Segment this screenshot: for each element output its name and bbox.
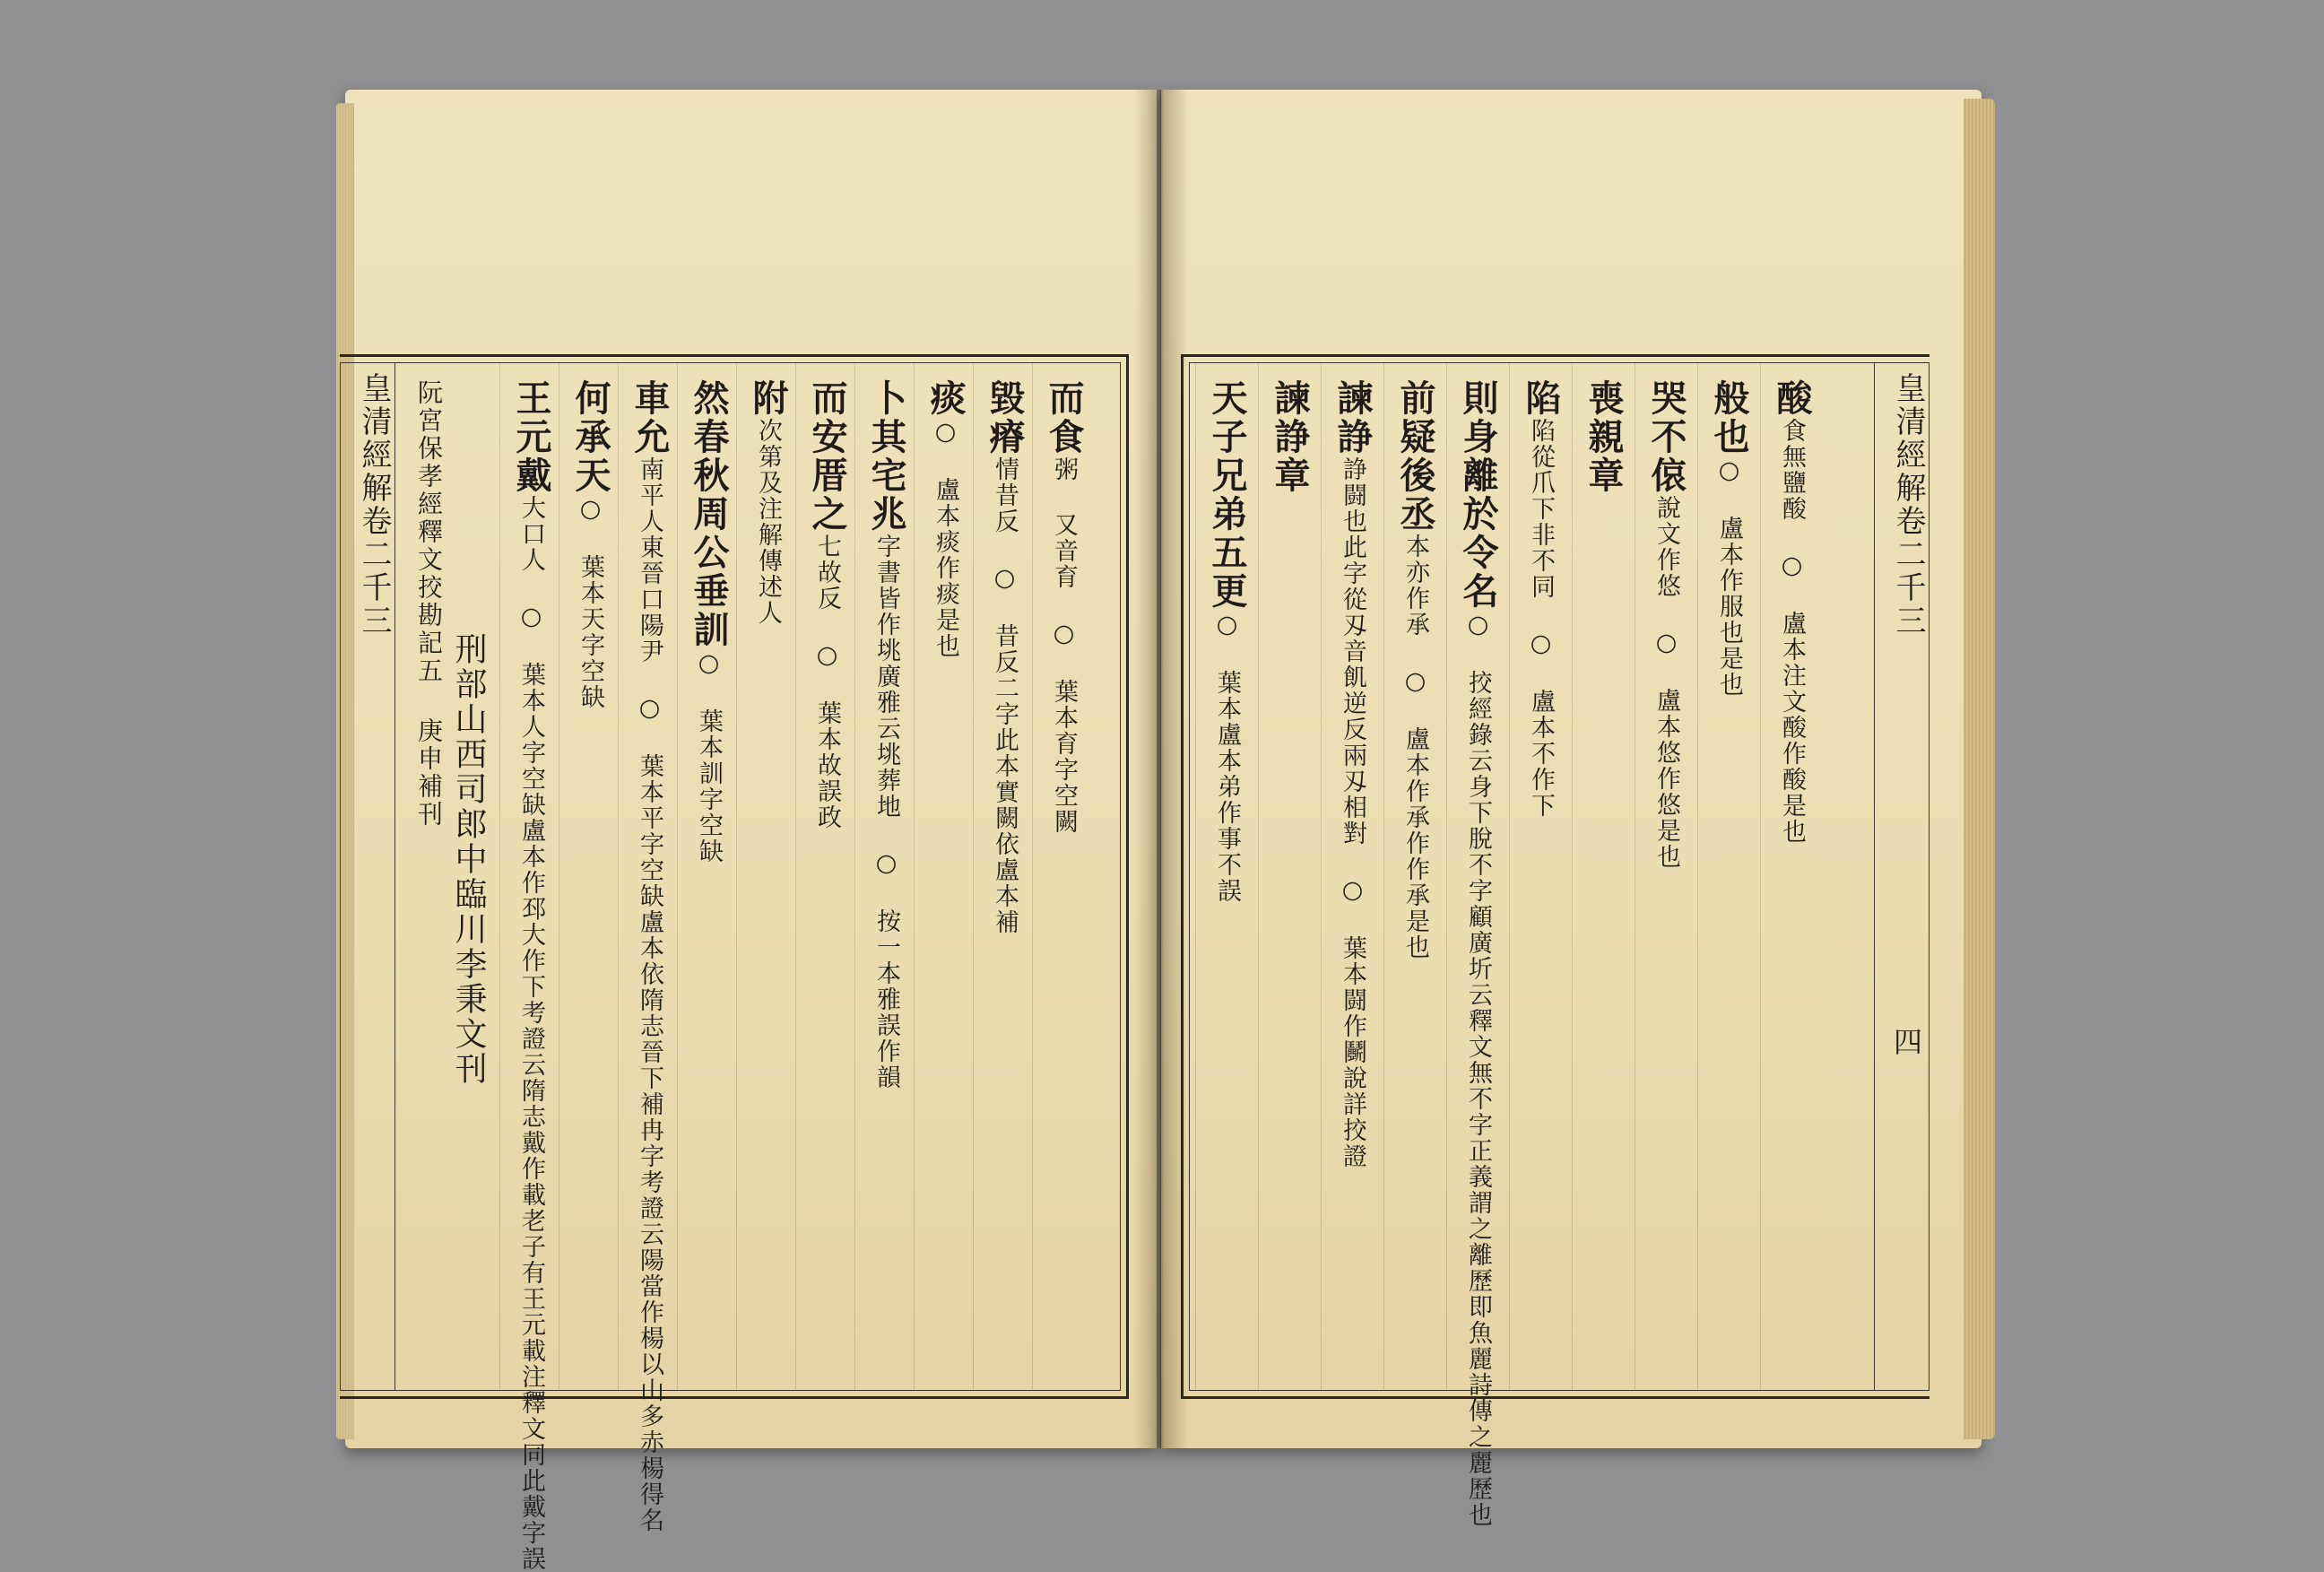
column-heading: 而食 [1043, 379, 1085, 456]
column-annotation: 說文作悠 ○ 盧本悠作悠是也 [1652, 495, 1680, 870]
right-margin-strip [1874, 363, 1929, 1390]
column-rule [1697, 363, 1698, 1390]
column-annotation: 情昔反 ○ 昔反二字此本實闕依盧本補 [991, 456, 1019, 935]
column-annotation: 大口人 ○ 葉本人字空缺盧本作邳大作下考證云隋志戴作載老子有王元載注釋文同此戴字誤 [517, 495, 545, 1572]
column-heading: 喪親章 [1583, 379, 1625, 495]
column-heading: 前疑後丞 [1394, 379, 1436, 534]
column-annotation: 次第及注解傳述人 [754, 418, 782, 626]
column-heading: 則身離於令名 [1457, 379, 1499, 611]
left-margin-title: 皇清經解卷二千三 [356, 372, 392, 638]
column-rule [1258, 363, 1259, 1390]
column-annotation: ○ 葉本訓字空缺 [695, 649, 723, 864]
text-column [1645, 379, 1687, 870]
text-column [569, 379, 611, 710]
right-page-edge [1964, 99, 1995, 1439]
column-annotation: 諍闘也此字從刄音飢逆反兩刄相對 ○ 葉本闘作鬭說詳挍證 [1339, 456, 1366, 1169]
text-column [688, 379, 729, 864]
column-annotation: ○ 葉本盧本弟作事不誤 [1213, 611, 1241, 904]
left-publisher-line-2: 刑部山西司郎中臨川李秉文刊 [450, 632, 487, 1087]
column-heading: 般也 [1708, 379, 1750, 456]
column-heading: 毀瘠 [984, 379, 1026, 456]
column-annotation: 字書皆作垗廣雅云垗葬地 ○ 按一本雅誤作韻 [872, 534, 900, 1090]
open-book [336, 90, 2022, 1572]
column-rule [1383, 363, 1384, 1390]
left-publisher-line: 阮宮保孝經釋文挍勘記五 庚申補刊 [414, 379, 444, 829]
column-heading: 卜其宅兆 [865, 379, 907, 534]
right-text-frame [1181, 354, 1929, 1528]
text-column [865, 379, 906, 1090]
column-heading: 諫諍章 [1269, 379, 1311, 495]
column-heading: 哭不偯 [1645, 379, 1687, 495]
text-column [1771, 379, 1812, 845]
column-rule [1032, 363, 1033, 1390]
column-rule [1446, 363, 1447, 1390]
column-rule [618, 363, 619, 1390]
column-rule [854, 363, 855, 1390]
column-rule [795, 363, 796, 1390]
text-column [1206, 379, 1247, 904]
column-heading: 王元戴 [510, 379, 552, 495]
text-column [806, 379, 847, 830]
column-annotation: ○ 葉本天字空缺 [577, 495, 604, 710]
right-frame-inner [1189, 362, 1929, 1528]
text-column [1583, 379, 1624, 495]
column-heading: 痰 [924, 379, 967, 418]
text-column [747, 379, 788, 626]
column-rule [1321, 363, 1322, 1390]
column-rule [1195, 363, 1196, 1390]
column-rule [1760, 363, 1761, 1390]
text-column [1043, 379, 1084, 835]
text-column [1708, 379, 1749, 698]
column-heading: 天子兄弟五更 [1206, 379, 1248, 611]
column-rule [1509, 363, 1510, 1390]
column-rule [914, 363, 915, 1390]
column-annotation: 粥 又音育 ○ 葉本育字空闕 [1050, 456, 1078, 835]
column-rule [736, 363, 737, 1390]
column-annotation: 食無鹽酸 ○ 盧本注文酸作酸是也 [1778, 418, 1806, 845]
column-heading: 何承天 [569, 379, 611, 495]
column-heading: 車允 [629, 379, 671, 456]
column-heading: 諫諍 [1331, 379, 1374, 456]
column-annotation: 本亦作承 ○ 盧本作承作作承是也 [1401, 534, 1429, 960]
column-annotation: ○ 盧本作服也是也 [1715, 456, 1743, 698]
text-column [1520, 379, 1561, 819]
right-page-number: 四 [1889, 1027, 1923, 1055]
column-annotation: 陷從爪下非不同 ○ 盧本不作下 [1527, 418, 1555, 819]
column-annotation: 七故反 ○ 葉本故誤政 [813, 534, 841, 830]
text-column [510, 379, 551, 1572]
column-rule [677, 363, 678, 1390]
right-margin-title: 皇清經解卷二千三 [1890, 372, 1926, 638]
text-column [629, 379, 670, 1533]
left-margin-strip [340, 363, 395, 1390]
text-column [1394, 379, 1435, 960]
column-annotation: ○ 挍經錄云身下脫不字顧廣圻云釋文無不字正義謂之離歷即魚麗詩傳之麗歷也 [1464, 611, 1492, 1528]
book-gutter [1134, 90, 1188, 1448]
left-text-frame [340, 354, 1129, 1572]
column-heading: 附 [747, 379, 789, 418]
column-heading: 然春秋周公垂訓 [688, 379, 730, 649]
text-column [1457, 379, 1498, 1528]
column-heading: 而安厝之 [806, 379, 848, 534]
column-annotation: 南平人東晉口陽尹 ○ 葉本平字空缺盧本依隋志晉下補冉字考證云陽當作楊以山多赤楊得名 [636, 456, 663, 1533]
column-annotation: ○ 盧本痰作痰是也 [932, 418, 959, 659]
column-heading: 陷 [1520, 379, 1562, 418]
left-frame-inner [340, 362, 1121, 1572]
column-heading: 酸 [1771, 379, 1813, 418]
column-rule [499, 363, 500, 1390]
text-column [924, 379, 966, 659]
text-column [984, 379, 1025, 935]
column-rule [973, 363, 974, 1390]
text-column [1269, 379, 1310, 495]
text-column [1331, 379, 1373, 1169]
column-rule [1572, 363, 1573, 1390]
